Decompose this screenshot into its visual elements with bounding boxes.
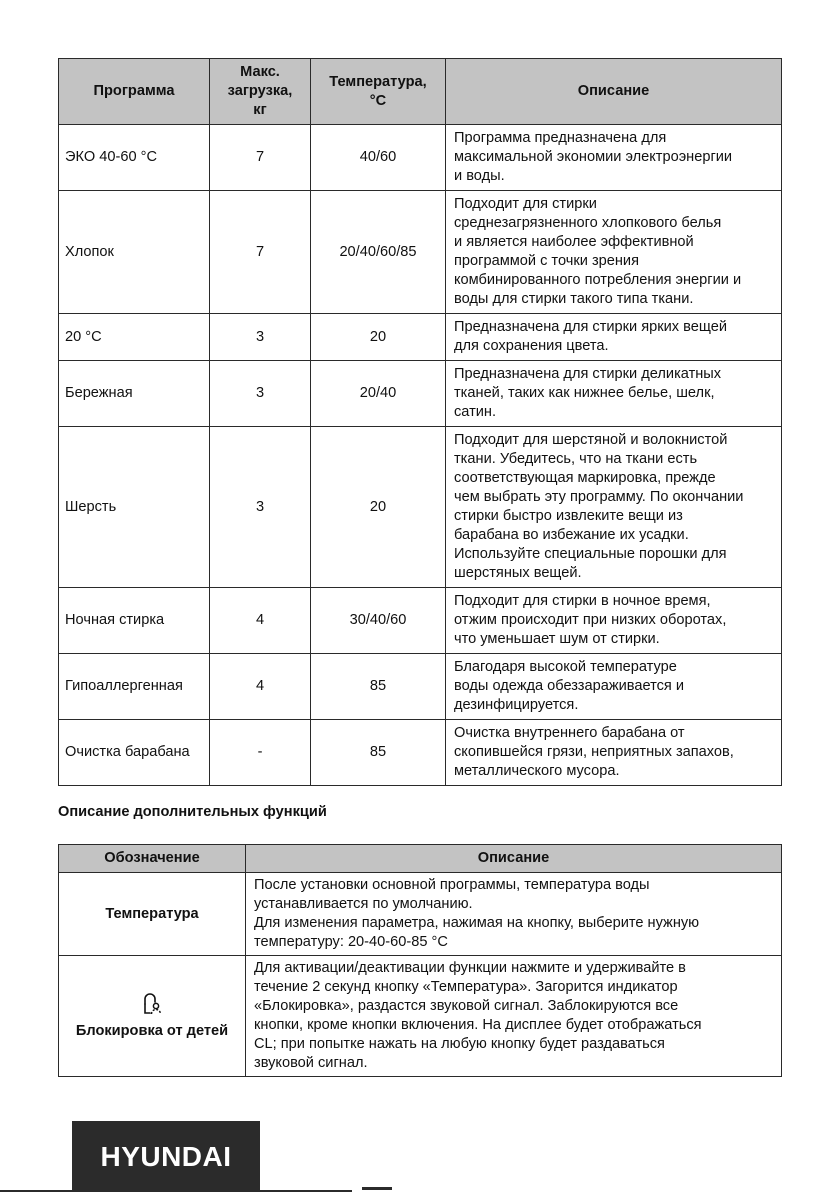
description-line: барабана во избежание их усадки. xyxy=(454,527,689,543)
header-max-load-line: кг xyxy=(253,102,267,118)
description-line: Программа предназначена для xyxy=(454,130,667,146)
function-name: Блокировка от детей xyxy=(75,1022,229,1039)
header-temperature xyxy=(311,59,446,125)
description-line: Предназначена для стирки деликатных xyxy=(454,366,722,382)
programs-header-row xyxy=(59,59,782,125)
function-name: Температура xyxy=(105,905,199,922)
description-line: воды одежда обеззараживается и xyxy=(454,678,685,694)
description-line: ткани. Убедитесь, что на ткани есть xyxy=(454,451,698,467)
function-description-cell xyxy=(246,956,782,1077)
description-line: течение 2 секунд кнопку «Температура». Загорится индикатор xyxy=(254,979,678,995)
description-line: воды для стирки такого типа ткани. xyxy=(454,291,694,307)
program-name-cell: Ночная стирка xyxy=(59,588,210,654)
description-line: что уменьшает шум от стирки. xyxy=(454,631,660,647)
description-line: и является наиболее эффективной xyxy=(454,234,694,250)
description-line: CL; при попытке нажать на любую кнопку будет раздаваться xyxy=(254,1036,665,1052)
description-line: «Блокировка», раздастся звуковой сигнал. Заблокируются все xyxy=(254,998,679,1014)
description-line: кнопки, кроме кнопки включения. На дисплее будет отображаться xyxy=(254,1017,702,1033)
header-program: Программа xyxy=(59,59,210,125)
program-load-cell: 3 xyxy=(210,427,311,588)
description-line: максимальной экономии электроэнергии xyxy=(454,149,733,165)
program-row xyxy=(59,125,782,191)
functions-header-row xyxy=(59,845,782,873)
program-name-cell: Бережная xyxy=(59,361,210,427)
program-name-cell: Гипоаллергенная xyxy=(59,654,210,720)
program-row xyxy=(59,314,782,361)
program-name-cell: 20 °C xyxy=(59,314,210,361)
program-load-cell: 7 xyxy=(210,125,311,191)
description-line: Для изменения параметра, нажимая на кнопку, выберите нужную xyxy=(254,915,700,931)
child-lock-icon xyxy=(139,992,165,1018)
header-designation: Обозначение xyxy=(59,845,246,873)
description-line: для сохранения цвета. xyxy=(454,338,609,354)
section-heading: Описание дополнительных функций xyxy=(58,804,327,820)
programs-table xyxy=(58,58,782,786)
description-line: скопившейся грязи, неприятных запахов, xyxy=(454,744,734,760)
description-line: сатин. xyxy=(454,404,497,420)
program-temp-cell: 30/40/60 xyxy=(311,588,446,654)
description-line: Подходит для стирки xyxy=(454,196,597,212)
program-temp-cell: 40/60 xyxy=(311,125,446,191)
program-temp-cell: 85 xyxy=(311,720,446,786)
function-name-cell xyxy=(59,873,246,956)
program-name-cell: Очистка барабана xyxy=(59,720,210,786)
program-name-cell: ЭКО 40-60 °C xyxy=(59,125,210,191)
program-load-cell: - xyxy=(210,720,311,786)
program-description-cell xyxy=(446,720,782,786)
program-description-cell xyxy=(446,588,782,654)
program-temp-cell: 20 xyxy=(311,314,446,361)
header-max-load-line: Макс. xyxy=(240,64,280,80)
header-max-load xyxy=(210,59,311,125)
program-row xyxy=(59,361,782,427)
description-line: комбинированного потребления энергии и xyxy=(454,272,742,288)
function-row xyxy=(59,956,782,1077)
description-line: среднезагрязненного хлопкового белья xyxy=(454,215,722,231)
program-load-cell: 3 xyxy=(210,361,311,427)
brand-logo: HYUNDAI xyxy=(72,1121,260,1192)
program-row xyxy=(59,588,782,654)
program-description-cell xyxy=(446,427,782,588)
description-line: отжим происходит при низких оборотах, xyxy=(454,612,727,628)
program-description-cell xyxy=(446,191,782,314)
description-line: Подходит для шерстяной и волокнистой xyxy=(454,432,728,448)
description-line: тканей, таких как нижнее белье, шелк, xyxy=(454,385,715,401)
description-line: Подходит для стирки в ночное время, xyxy=(454,593,711,609)
program-temp-cell: 20/40 xyxy=(311,361,446,427)
page-marker xyxy=(362,1187,392,1190)
description-line: температуру: 20-40-60-85 °C xyxy=(254,934,448,950)
function-name-cell xyxy=(59,956,246,1077)
description-line: шерстяных вещей. xyxy=(454,565,582,581)
description-line: Используйте специальные порошки для xyxy=(454,546,727,562)
functions-table xyxy=(58,844,782,1077)
description-line: После установки основной программы, температура воды xyxy=(254,877,650,893)
program-name-cell: Шерсть xyxy=(59,427,210,588)
header-temperature-line: Температура, xyxy=(329,73,427,90)
description-line: металлического мусора. xyxy=(454,763,620,779)
description-line: стирки быстро извлеките вещи из xyxy=(454,508,683,524)
program-description-cell xyxy=(446,314,782,361)
description-line: Очистка внутреннего барабана от xyxy=(454,725,685,741)
program-load-cell: 4 xyxy=(210,588,311,654)
description-line: Благодаря высокой температуре xyxy=(454,659,677,675)
program-temp-cell: 20/40/60/85 xyxy=(311,191,446,314)
programs-body xyxy=(59,125,782,786)
program-load-cell: 3 xyxy=(210,314,311,361)
program-name-cell: Хлопок xyxy=(59,191,210,314)
program-row xyxy=(59,427,782,588)
description-line: чем выбрать эту программу. По окончании xyxy=(454,489,744,505)
functions-body xyxy=(59,873,782,1077)
header-temperature-line: °C xyxy=(369,92,387,109)
description-line: программой с точки зрения xyxy=(454,253,639,269)
program-row xyxy=(59,191,782,314)
header-max-load-line: загрузка, xyxy=(227,83,293,99)
function-description-cell xyxy=(246,873,782,956)
program-row xyxy=(59,720,782,786)
header-description: Описание xyxy=(446,59,782,125)
program-temp-cell: 20 xyxy=(311,427,446,588)
description-line: звуковой сигнал. xyxy=(254,1055,368,1071)
description-line: соответствующая маркировка, прежде xyxy=(454,470,716,486)
program-description-cell xyxy=(446,125,782,191)
program-load-cell: 7 xyxy=(210,191,311,314)
description-line: Для активации/деактивации функции нажмите и удерживайте в xyxy=(254,960,686,976)
program-load-cell: 4 xyxy=(210,654,311,720)
program-temp-cell: 85 xyxy=(311,654,446,720)
description-line: устанавливается по умолчанию. xyxy=(254,896,473,912)
program-description-cell xyxy=(446,654,782,720)
description-line: Предназначена для стирки ярких вещей xyxy=(454,319,727,335)
function-row xyxy=(59,873,782,956)
header-function-description: Описание xyxy=(246,845,782,873)
program-row xyxy=(59,654,782,720)
program-description-cell xyxy=(446,361,782,427)
description-line: дезинфицируется. xyxy=(454,697,579,713)
description-line: и воды. xyxy=(454,168,505,184)
